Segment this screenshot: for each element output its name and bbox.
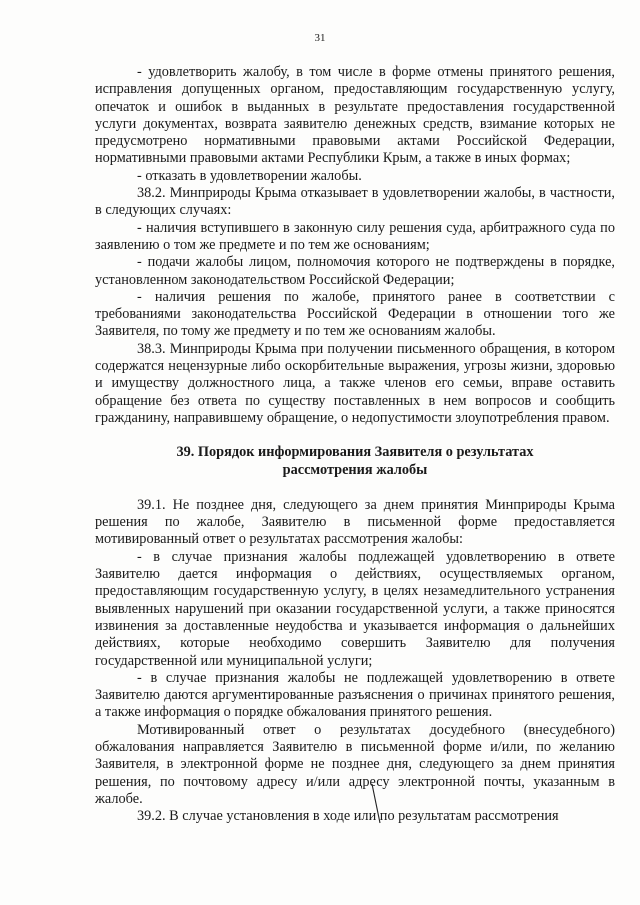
list-item-prior-decision: - наличия решения по жалобе, принятого ранее в соответствии с требованиями законодательства Российской Федерации в отношении того же Заявителя, по тому же предмету и по тем же основаниям жалобы. <box>95 288 615 340</box>
paragraph-complaint-satisfy: - удовлетворить жалобу, в том числе в форме отмены принятого решения, исправления допущенных органом, предоставляющим государственную услугу, опечаток и ошибок в выданных в результате предоставления государственной услуги документах, возврата заявителю денежных средств, взимание которых не предусмотрено нормативными правовыми актами Российской Федерации, нормативными правовыми актами Республики Крым, а также в иных формах; <box>95 64 615 167</box>
page-number: 31 <box>314 32 326 44</box>
list-item-unauthorized-person: - подачи жалобы лицом, полномочия которого не подтверждены в порядке, установленном законодательством Российской Федерации; <box>95 254 615 288</box>
paragraph-38-3: 38.3. Минприроды Крыма при получении письменного обращения, в котором содержатся нецензурные либо оскорбительные выражения, угрозы жизни, здоровью и имуществу должностного лица, а также членов его семьи, вправе оставить обращение без ответа по существу поставленных в нем вопросов и сообщить гражданину, направившему обращение, о недопустимости злоупотребления правом. <box>95 340 615 426</box>
paragraph-39-1: 39.1. Не позднее дня, следующего за днем принятия Минприроды Крыма решения по жалобе, Заявителю в письменной форме предоставляется мотивированный ответ о результатах рассмотрения жалобы: <box>95 496 615 548</box>
section-heading-39: 39. Порядок информирования Заявителя о результатах рассмотрения жалобы <box>176 444 534 478</box>
list-item-complaint-upheld: - в случае признания жалобы подлежащей удовлетворению в ответе Заявителю дается информация о действиях, осуществляемых органом, предоставляющим государственную услугу, в целях незамедлительного устранения выявленных нарушений при оказании государственной услуги, а также приносятся извинения за доставленные неудобства и указывается информация о дальнейших действиях, которые необходимо совершить Заявителю для получения государственной или муниципальной услуги; <box>95 548 615 669</box>
list-item-complaint-rejected: - в случае признания жалобы не подлежащей удовлетворению в ответе Заявителю даются аргументированные разъяснения о причинах принятого решения, а также информация о порядке обжалования принятого решения. <box>95 669 615 721</box>
list-item-court-decision: - наличия вступившего в законную силу решения суда, арбитражного суда по заявлению о том же предмете и по тем же основаниям; <box>95 219 615 253</box>
paragraph-39-2: 39.2. В случае установления в ходе или по результатам рассмотрения <box>137 808 559 825</box>
document-body <box>95 64 615 825</box>
paragraph-complaint-refuse: - отказать в удовлетворении жалобы. <box>137 167 362 184</box>
paragraph-38-2: 38.2. Минприроды Крыма отказывает в удовлетворении жалобы, в частности, в следующих случаях: <box>95 185 615 219</box>
pen-stroke-mark <box>370 783 382 825</box>
paragraph-reasoned-response: Мотивированный ответ о результатах досудебного (внесудебного) обжалования направляется Заявителю в письменной форме и/или, по желанию Заявителя, в электронной форме не позднее дня, следующего за днем принятия решения, по почтовому адресу и/или адресу электронной почты, указанным в жалобе. <box>95 721 615 807</box>
